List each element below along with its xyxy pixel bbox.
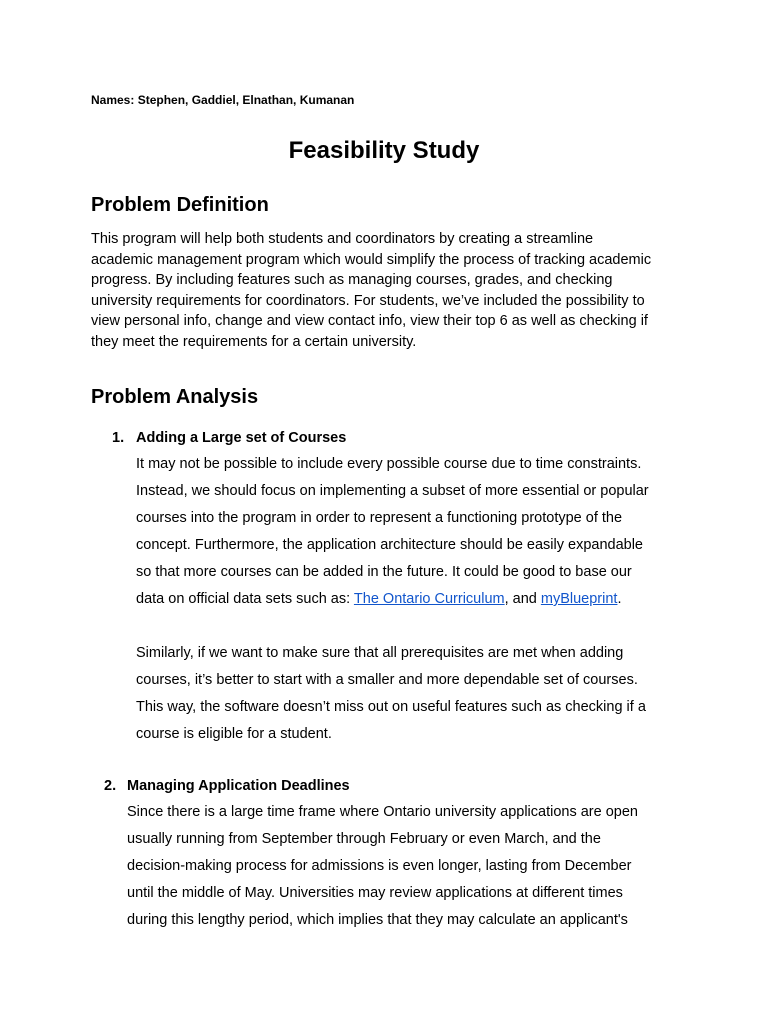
paragraph-line: This program will help both students and coordinators by creating a streamline bbox=[91, 231, 594, 247]
list-number-1: 1. bbox=[112, 430, 125, 446]
body-line: decision-making process for admissions is even longer, lasting from December bbox=[127, 858, 632, 874]
list-item-heading-2: Managing Application Deadlines bbox=[127, 778, 350, 794]
document-title: Feasibility Study bbox=[288, 137, 480, 164]
list-item-heading-1: Adding a Large set of Courses bbox=[136, 430, 347, 446]
body-line: so that more courses can be added in the future. It could be good to base our bbox=[136, 564, 632, 580]
author-names: Names: Stephen, Gaddiel, Elnathan, Kumanan bbox=[91, 93, 355, 107]
body-line: Since there is a large time frame where Ontario university applications are open bbox=[127, 804, 638, 820]
link-line-middle: , and bbox=[504, 591, 541, 607]
body-line: until the middle of May. Universities may review applications at different times bbox=[127, 885, 623, 901]
paragraph-line: they meet the requirements for a certain university. bbox=[91, 333, 417, 350]
paragraph-line: university requirements for coordinators. For students, we’ve included the possibility to bbox=[91, 292, 645, 309]
body-line: courses into the program in order to represent a functioning prototype of the bbox=[136, 510, 623, 526]
link-line-suffix: . bbox=[617, 591, 622, 607]
heading-problem-analysis: Problem Analysis bbox=[91, 386, 259, 408]
body-line: Instead, we should focus on implementing a subset of more essential or popular bbox=[136, 483, 649, 499]
body-line-with-links bbox=[136, 586, 649, 613]
body-line: courses, it’s better to start with a smaller and more dependable set of courses. bbox=[136, 672, 638, 688]
body-line: concept. Furthermore, the application architecture should be easily expandable bbox=[136, 537, 643, 553]
problem-definition-paragraph bbox=[91, 229, 691, 352]
ontario-curriculum-link[interactable]: The Ontario Curriculum bbox=[353, 591, 505, 607]
body-line: It may not be possible to include every possible course due to time constraints. bbox=[136, 456, 642, 472]
paragraph-line: academic management program which would simplify the process of tracking academic bbox=[91, 251, 652, 268]
body-line: usually running from September through February or even March, and the bbox=[127, 831, 601, 847]
paragraph-line: progress. By including features such as managing courses, grades, and checking bbox=[91, 272, 613, 288]
blank-line bbox=[136, 613, 649, 640]
list-item-body-1 bbox=[136, 451, 649, 748]
list-item-body-2 bbox=[127, 799, 638, 934]
myblueprint-link[interactable]: myBlueprint bbox=[540, 591, 618, 607]
link-line-prefix: data on official data sets such as: bbox=[136, 591, 354, 607]
body-line: during this lengthy period, which implies that they may calculate an applicant's bbox=[127, 912, 628, 928]
body-line: This way, the software doesn’t miss out on useful features such as checking if a bbox=[136, 699, 646, 715]
body-line: Similarly, if we want to make sure that all prerequisites are met when adding bbox=[136, 645, 624, 661]
list-number-2: 2. bbox=[104, 778, 117, 794]
body-line: course is eligible for a student. bbox=[136, 726, 332, 742]
heading-problem-definition: Problem Definition bbox=[91, 194, 269, 216]
paragraph-line: view personal info, change and view contact info, view their top 6 as well as checking if bbox=[91, 313, 648, 329]
